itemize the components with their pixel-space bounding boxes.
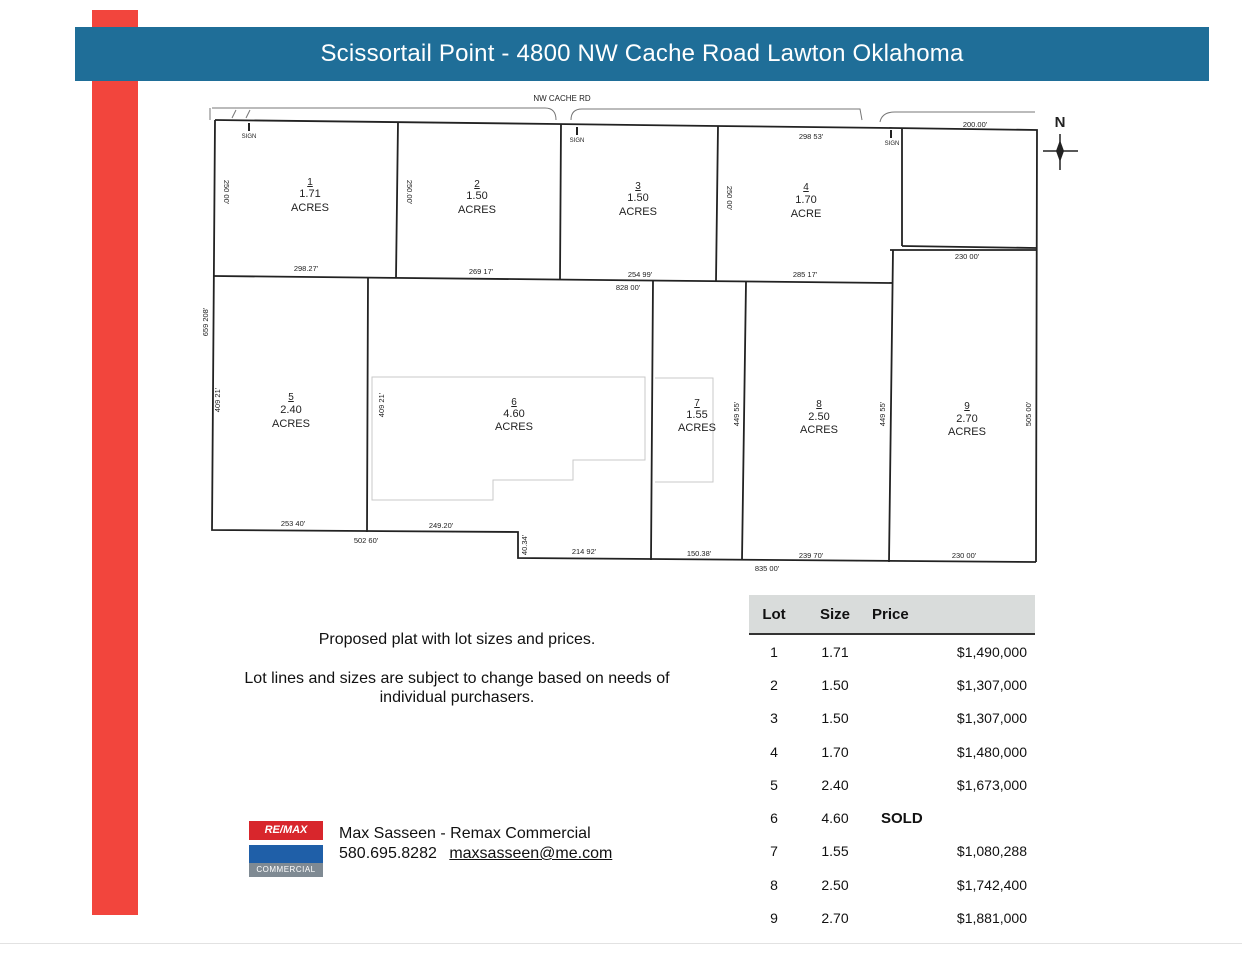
table-row: 8 2.50 $1,742,400 [770,876,1027,893]
svg-text:ACRES: ACRES [948,426,986,438]
lot-label-3 [619,181,657,218]
remax-logo [249,821,323,877]
svg-text:449 55': 449 55' [878,401,887,427]
svg-text:835 00': 835 00' [754,564,780,573]
sign-label-3: SIGN [884,141,900,147]
logo-brand-text: RE/MAX [249,821,323,840]
svg-text:ACRES: ACRES [291,202,329,214]
header-size: Size [799,595,871,634]
svg-text:828 00': 828 00' [615,283,641,292]
svg-text:254 99': 254 99' [627,270,653,279]
svg-text:285 17': 285 17' [792,270,818,279]
table-row: 6 4.60 SOLD [749,801,1035,834]
svg-text:1.50: 1.50 [466,190,488,202]
table-row: 5 2.40 $1,673,000 [770,776,1027,793]
svg-text:502 60': 502 60' [353,536,379,545]
contact-block [339,824,612,864]
svg-text:200.00': 200.00' [962,120,988,129]
contact-email-link[interactable]: maxsasseen@me.com [449,845,613,862]
disclaimer-line-1: Lot lines and sizes are subject to change based on needs of [244,670,670,687]
lot-label-6 [495,397,533,433]
svg-text:3: 3 [635,181,641,192]
svg-text:2.50: 2.50 [808,411,830,423]
svg-text:230 00': 230 00' [954,252,980,261]
svg-text:250 00': 250 00' [222,179,231,205]
svg-text:ACRES: ACRES [495,421,533,433]
plat-disclaimer [220,669,694,707]
svg-text:2: 2 [474,179,480,190]
svg-text:409 21': 409 21' [377,392,386,418]
svg-text:253 40': 253 40' [280,519,306,528]
svg-text:250.00': 250.00' [405,179,414,205]
svg-text:269 17': 269 17' [468,267,494,276]
svg-text:249.20': 249.20' [428,521,454,530]
lot-label-4 [791,182,822,220]
lot-label-8 [800,399,838,436]
contact-name: Max Sasseen - Remax Commercial [339,825,591,842]
disclaimer-line-2: individual purchasers. [379,689,535,706]
svg-text:239 70': 239 70' [798,551,824,560]
svg-text:659 208': 659 208' [201,307,210,337]
svg-text:1.50: 1.50 [627,192,649,204]
svg-text:150.38': 150.38' [686,549,712,558]
page-title: Scissortail Point - 4800 NW Cache Road Lawton Oklahoma [320,40,964,67]
svg-text:505 00': 505 00' [1024,401,1033,427]
lot-label-7 [678,398,716,434]
svg-text:2.40: 2.40 [280,404,302,416]
price-table [749,595,1035,935]
lot-label-2 [458,179,496,216]
lot-label-1 [291,177,329,214]
svg-text:5: 5 [288,392,294,403]
svg-text:1.70: 1.70 [795,194,817,206]
lot-label-9 [948,401,986,438]
svg-text:4: 4 [803,182,809,193]
svg-text:ACRES: ACRES [800,424,838,436]
svg-text:409 21': 409 21' [213,387,222,413]
table-header-row [749,595,1035,634]
road-label: NW CACHE RD [533,94,591,103]
contact-phone: 580.695.8282 [339,845,437,862]
logo-commercial-text: COMMERCIAL [249,863,323,877]
svg-text:7: 7 [694,398,700,409]
road-outline [210,108,1035,122]
sign-label-2: SIGN [569,138,585,144]
header-price: Price [871,595,1035,634]
dimension-labels [201,120,1033,573]
building-outline [372,377,713,500]
svg-text:ACRES: ACRES [272,418,310,430]
svg-text:298.27': 298.27' [293,264,319,273]
lot-boundaries [212,120,1037,562]
svg-text:214 92': 214 92' [571,547,597,556]
svg-text:8: 8 [816,399,822,410]
svg-text:ACRES: ACRES [619,206,657,218]
svg-text:ACRES: ACRES [458,204,496,216]
north-arrow-icon [1043,114,1078,170]
svg-text:2.70: 2.70 [956,413,978,425]
svg-text:1.71: 1.71 [299,188,321,200]
plat-note: Proposed plat with lot sizes and prices. [318,631,596,648]
svg-text:9: 9 [964,401,970,412]
table-row: 1 1.71 $1,490,000 [770,643,1027,660]
sold-status: SOLD [881,809,923,827]
table-row: 9 2.70 $1,881,000 [770,910,1027,927]
svg-text:1.55: 1.55 [686,409,708,421]
north-label: N [1054,114,1066,131]
svg-text:6: 6 [511,397,517,408]
svg-text:230 00': 230 00' [951,551,977,560]
table-row: 4 1.70 $1,480,000 [770,743,1027,760]
svg-text:1: 1 [307,177,313,188]
table-row: 3 1.50 $1,307,000 [770,710,1027,727]
lot-label-5 [272,392,310,430]
svg-text:250 00': 250 00' [725,185,734,211]
svg-text:ACRES: ACRES [678,422,716,434]
header-lot: Lot [749,595,799,634]
page-divider [0,943,1242,944]
svg-text:40.34': 40.34' [520,534,529,556]
svg-text:298 53': 298 53' [798,132,824,141]
svg-text:449 55': 449 55' [732,401,741,427]
sign-label-1: SIGN [241,134,257,140]
table-row: 2 1.50 $1,307,000 [770,676,1027,693]
table-row: 7 1.55 $1,080,288 [770,843,1027,860]
svg-text:ACRE: ACRE [790,208,822,220]
svg-text:4.60: 4.60 [503,408,525,420]
